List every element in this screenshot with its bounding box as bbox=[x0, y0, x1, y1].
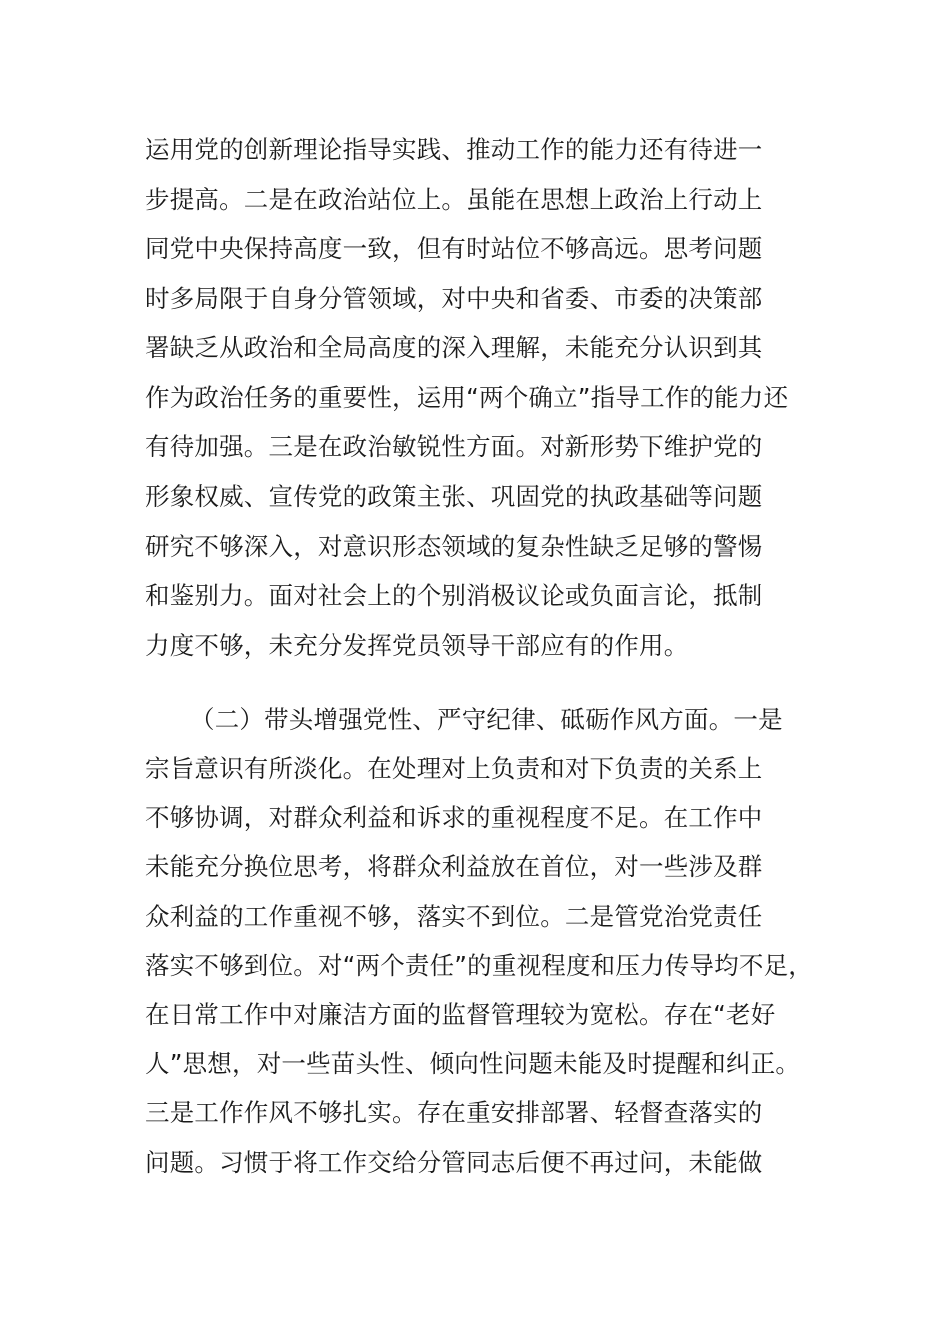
text-line: 众利益的工作重视不够，落实不到位。二是管党治党责任 bbox=[145, 902, 763, 931]
text-line: 步提高。二是在政治站位上。虽能在思想上政治上行动上 bbox=[145, 185, 763, 214]
text-line: 问题。习惯于将工作交给分管同志后便不再过问，未能做 bbox=[145, 1148, 763, 1177]
text-line: 署缺乏从政治和全局高度的深入理解，未能充分认识到其 bbox=[145, 333, 763, 362]
text-line: 和鉴别力。面对社会上的个别消极议论或负面言论，抵制 bbox=[145, 581, 763, 610]
text-line: 在日常工作中对廉洁方面的监督管理较为宽松。存在“老好 bbox=[145, 1000, 776, 1029]
text-line: 宗旨意识有所淡化。在处理对上负责和对下负责的关系上 bbox=[145, 754, 763, 783]
text-line: 有待加强。三是在政治敏锐性方面。对新形势下维护党的 bbox=[145, 432, 763, 461]
section-heading-line: （二）带头增强党性、严守纪律、砥砺作风方面。一是 bbox=[190, 705, 783, 734]
text-line: 时多局限于自身分管领域，对中央和省委、市委的决策部 bbox=[145, 284, 763, 313]
text-line: 研究不够深入，对意识形态领域的复杂性缺乏足够的警惕 bbox=[145, 532, 763, 561]
text-line: 运用党的创新理论指导实践、推动工作的能力还有待进一 bbox=[145, 135, 763, 164]
text-line: 落实不够到位。对“两个责任”的重视程度和压力传导均不足， bbox=[145, 951, 813, 980]
text-line: 三是工作作风不够扎实。存在重安排部署、轻督查落实的 bbox=[145, 1098, 763, 1127]
text-line: 未能充分换位思考，将群众利益放在首位，对一些涉及群 bbox=[145, 852, 763, 881]
text-line: 形象权威、宣传党的政策主张、巩固党的执政基础等问题 bbox=[145, 482, 763, 511]
text-line: 作为政治任务的重要性，运用“两个确立”指导工作的能力还 bbox=[145, 383, 789, 412]
text-line: 力度不够，未充分发挥党员领导干部应有的作用。 bbox=[145, 631, 689, 660]
text-line: 人”思想，对一些苗头性、倾向性问题未能及时提醒和纠正。 bbox=[145, 1049, 801, 1078]
text-line: 不够协调，对群众利益和诉求的重视程度不足。在工作中 bbox=[145, 803, 763, 832]
text-line: 同党中央保持高度一致，但有时站位不够高远。思考问题 bbox=[145, 234, 763, 263]
